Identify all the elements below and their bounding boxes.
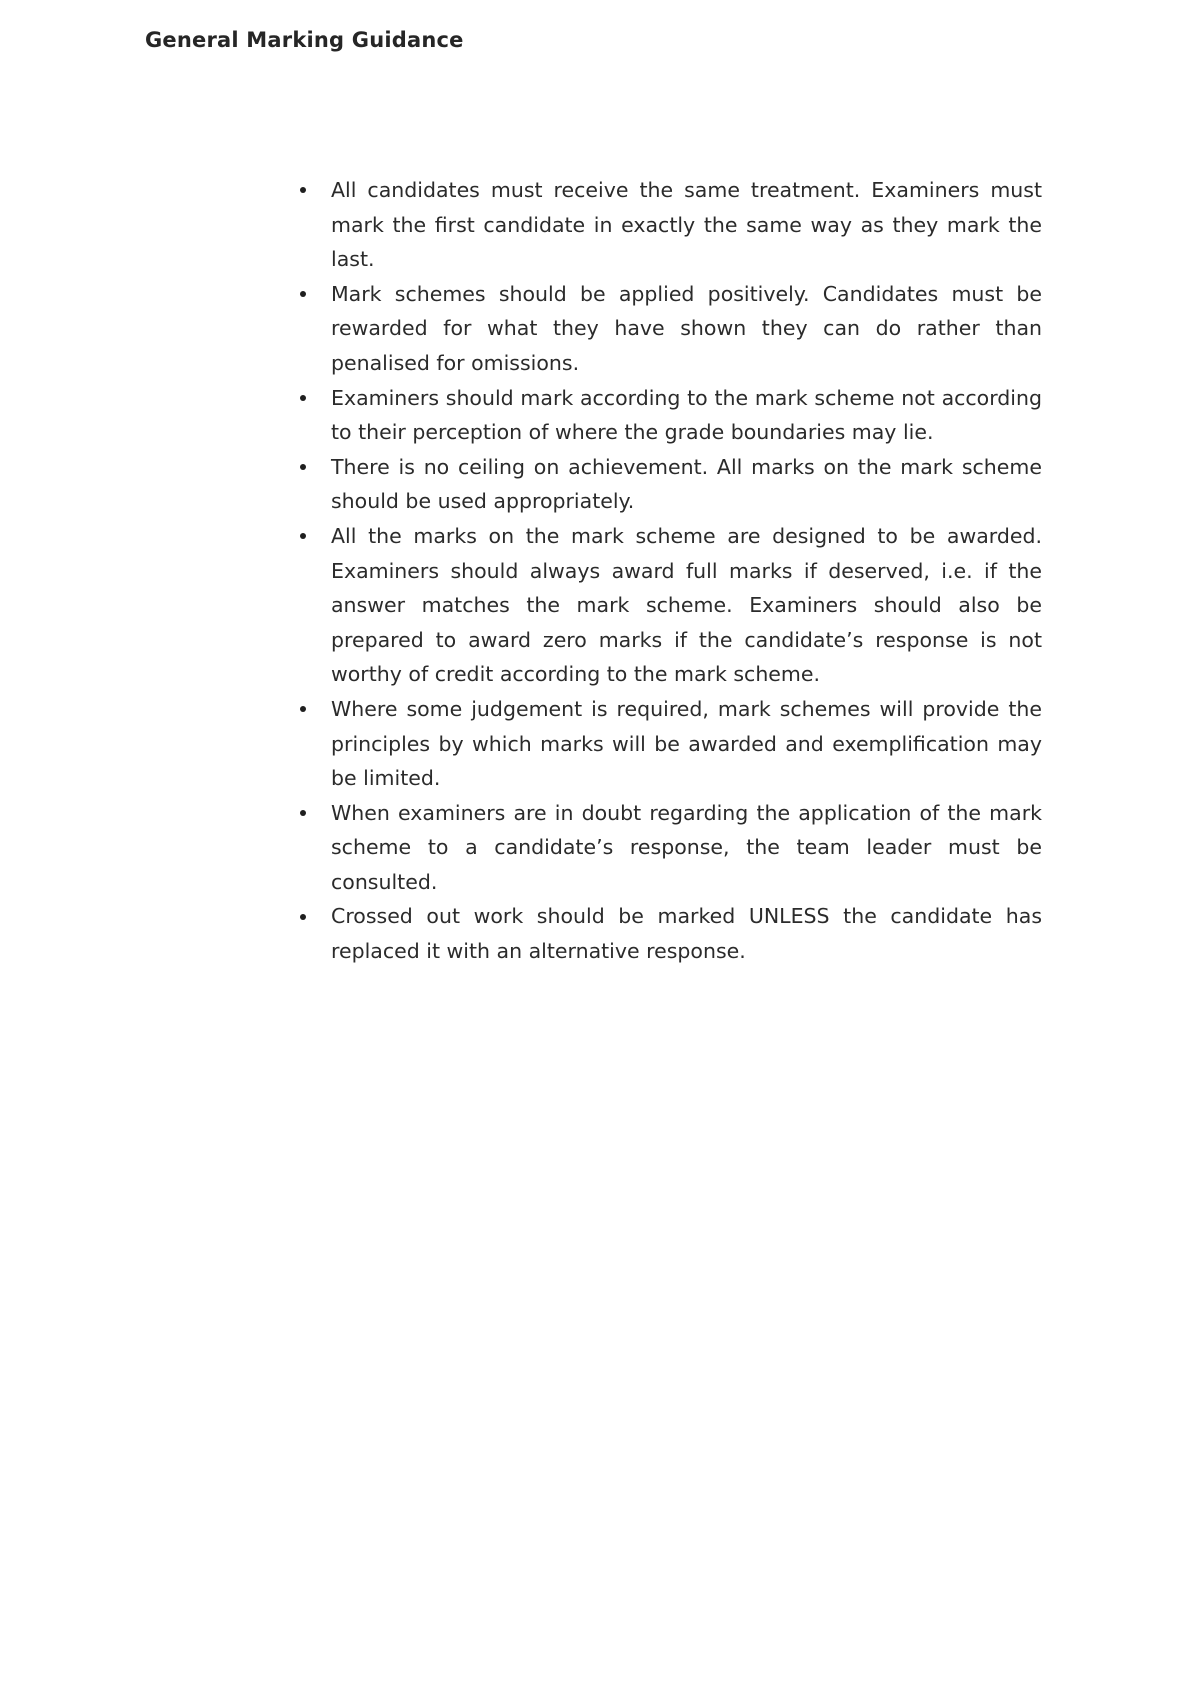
- bullet-icon: [296, 692, 310, 727]
- bullet-icon: [296, 450, 310, 485]
- bullet-icon: [296, 899, 310, 934]
- page-title: General Marking Guidance: [145, 28, 464, 52]
- bullet-icon: [296, 519, 310, 554]
- list-item: [296, 277, 1042, 381]
- list-item: [296, 173, 1042, 277]
- list-item: [296, 450, 1042, 519]
- list-item-text: Mark schemes should be applied positively. Candidates must be rewarded for what they have shown they can do rather than penalised for omissions.: [331, 281, 1042, 375]
- list-item-text: Examiners should mark according to the mark scheme not according to their perception of where the grade boundaries may lie.: [331, 385, 1042, 445]
- list-item: [296, 796, 1042, 900]
- list-item: [296, 899, 1042, 968]
- bullet-icon: [296, 173, 310, 208]
- list-item: [296, 519, 1042, 692]
- bullet-icon: [296, 381, 310, 416]
- list-item-text: Crossed out work should be marked UNLESS the candidate has replaced it with an alternative response.: [331, 904, 1042, 964]
- list-item-text: Where some judgement is required, mark schemes will provide the principles by which marks will be awarded and exemplification may be limited.: [331, 696, 1042, 791]
- list-item: [296, 692, 1042, 796]
- list-item: [296, 381, 1042, 450]
- bullet-icon: [296, 277, 310, 312]
- list-item-text: All candidates must receive the same treatment. Examiners must mark the first candidate in exactly the same way as they mark the last.: [331, 178, 1042, 272]
- list-item-text: When examiners are in doubt regarding the application of the mark scheme to a candidate’s response, the team leader must be consulted.: [331, 800, 1042, 894]
- list-item-text: All the marks on the mark scheme are designed to be awarded. Examiners should always award full marks if deserved, i.e. if the answer matches the mark scheme. Examiners should also be prepared to award zero marks if the candidate’s response is not worthy of credit according to the mark scheme.: [331, 523, 1042, 687]
- bullet-icon: [296, 796, 310, 831]
- list-item-text: There is no ceiling on achievement. All marks on the mark scheme should be used appropriately.: [331, 454, 1042, 514]
- guidance-list: [296, 173, 1042, 969]
